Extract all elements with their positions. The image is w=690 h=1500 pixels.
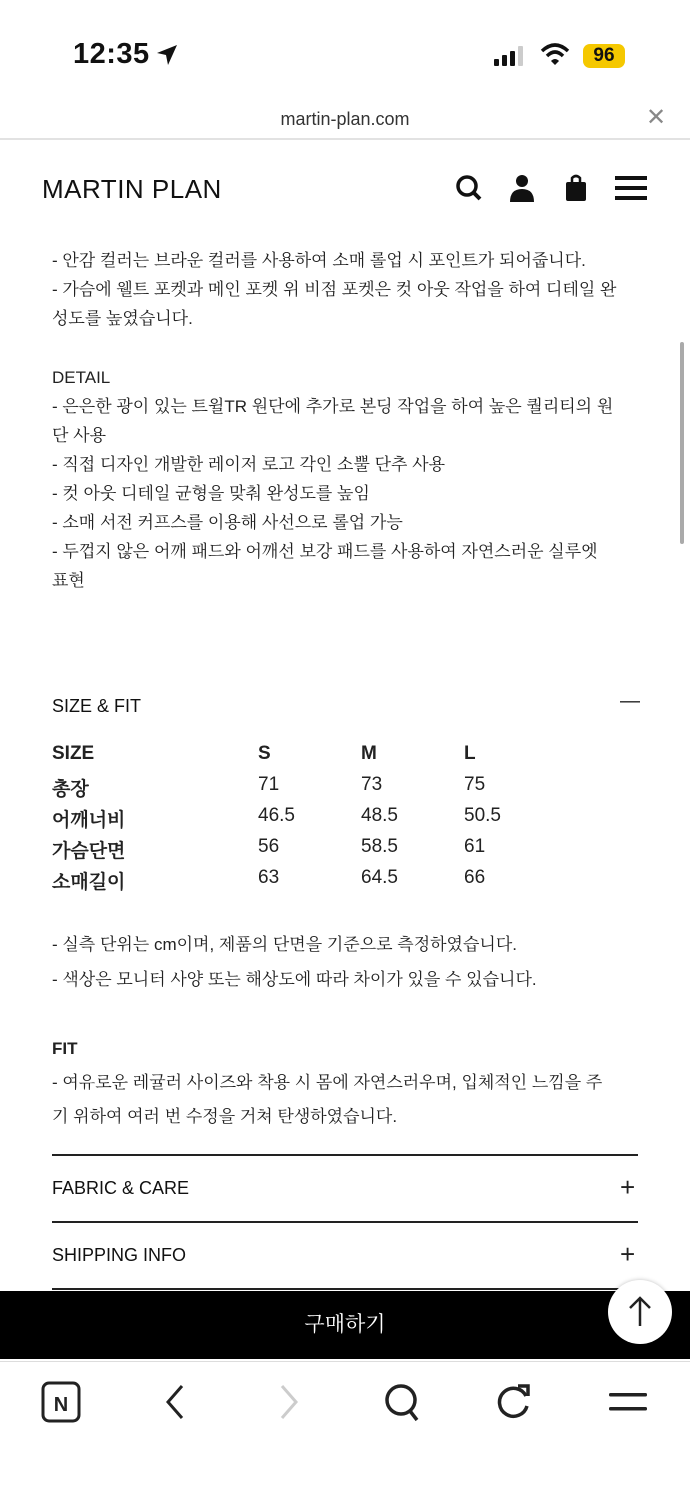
clock: 12:35 [73, 38, 150, 70]
close-icon[interactable]: ✕ [646, 104, 667, 131]
search-icon[interactable] [455, 174, 483, 202]
status-bar [0, 0, 690, 95]
divider [52, 1154, 638, 1156]
cell: 56 [258, 836, 280, 857]
size-fit-header[interactable]: SIZE & FIT [52, 696, 142, 716]
cell: 58.5 [361, 836, 398, 857]
account-icon[interactable] [508, 174, 536, 202]
detail-line: 단 사용 [52, 426, 106, 445]
arrow-up-icon [608, 1280, 672, 1344]
row-label: 가슴단면 [52, 841, 126, 862]
back-icon[interactable] [160, 1380, 190, 1424]
divider [52, 1288, 638, 1290]
cell: 63 [258, 867, 280, 888]
detail-title: DETAIL [52, 368, 111, 387]
description-line: - 가슴에 웰트 포켓과 메인 포켓 위 비점 포켓은 컷 아웃 작업을 하여 디테일 완 [52, 280, 617, 299]
cell: 48.5 [361, 805, 398, 826]
size-note: - 실측 단위는 cm이며, 제품의 단면을 기준으로 측정하였습니다. [52, 935, 517, 954]
cell: 73 [361, 774, 383, 795]
cell: 50.5 [464, 805, 501, 826]
browser-url-bar[interactable] [0, 95, 690, 140]
battery-indicator: 96 [583, 44, 625, 68]
browser-toolbar [0, 1361, 690, 1500]
menu-icon[interactable] [608, 1380, 648, 1424]
site-logo[interactable]: MARTIN PLAN [42, 174, 222, 204]
detail-line: - 은은한 광이 있는 트윌TR 원단에 추가로 본딩 작업을 하여 높은 퀄리티의 원 [52, 397, 614, 416]
scrollbar[interactable] [680, 342, 684, 544]
accordion-shipping-info[interactable]: SHIPPING INFO [52, 1245, 187, 1265]
menu-icon[interactable] [615, 174, 647, 202]
header-cell: S [258, 743, 271, 764]
fit-line: - 여유로운 레귤러 사이즈와 착용 시 몸에 자연스러우며, 입체적인 느낌을 주 [52, 1073, 603, 1092]
detail-line: - 직접 디자인 개발한 레이저 로고 각인 소뿔 단추 사용 [52, 455, 446, 474]
detail-line: 표현 [52, 571, 85, 590]
url-text[interactable]: martin-plan.com [280, 109, 410, 129]
size-note: - 색상은 모니터 사양 또는 해상도에 따라 차이가 있을 수 있습니다. [52, 970, 537, 989]
cell: 46.5 [258, 805, 295, 826]
forward-icon[interactable] [274, 1380, 304, 1424]
wifi-icon [540, 42, 570, 66]
cell: 64.5 [361, 867, 398, 888]
location-icon [156, 44, 178, 66]
fit-line: 기 위하여 여러 번 수정을 거쳐 탄생하였습니다. [52, 1107, 398, 1126]
refresh-icon[interactable] [494, 1380, 534, 1424]
detail-line: - 컷 아웃 디테일 균형을 맞춰 완성도를 높임 [52, 484, 370, 503]
header-cell: SIZE [52, 743, 95, 764]
cell: 71 [258, 774, 280, 795]
cart-icon[interactable] [564, 174, 588, 202]
detail-line: - 소매 서전 커프스를 이용해 사선으로 롤업 가능 [52, 513, 403, 532]
header-cell: M [361, 743, 377, 764]
row-label: 어깨너비 [52, 810, 126, 831]
header-cell: L [464, 743, 476, 764]
divider [52, 1221, 638, 1223]
svg-text:N: N [53, 1394, 69, 1416]
site-header [0, 142, 690, 232]
buy-button[interactable]: 구매하기 [0, 1291, 690, 1359]
row-label: 총장 [52, 779, 89, 800]
cell: 75 [464, 774, 486, 795]
accordion-fabric-care[interactable]: FABRIC & CARE [52, 1178, 190, 1198]
detail-line: - 두껍지 않은 어깨 패드와 어깨선 보강 패드를 사용하여 자연스러운 실루엣 [52, 542, 598, 561]
scroll-to-top-button[interactable] [608, 1280, 672, 1344]
expand-icon[interactable]: + [620, 1172, 636, 1202]
naver-home-icon[interactable] [40, 1380, 84, 1424]
row-label: 소매길이 [52, 872, 126, 893]
description-line: 성도를 높였습니다. [52, 309, 193, 328]
description-line: - 안감 컬러는 브라운 컬러를 사용하여 소매 롤업 시 포인트가 되어줍니다. [52, 251, 586, 270]
collapse-icon[interactable]: — [620, 690, 640, 712]
cell: 66 [464, 867, 486, 888]
signal-icon [494, 46, 528, 66]
search-icon[interactable] [382, 1380, 422, 1424]
expand-icon[interactable]: + [620, 1239, 636, 1269]
cell: 61 [464, 836, 486, 857]
fit-title: FIT [52, 1039, 78, 1058]
